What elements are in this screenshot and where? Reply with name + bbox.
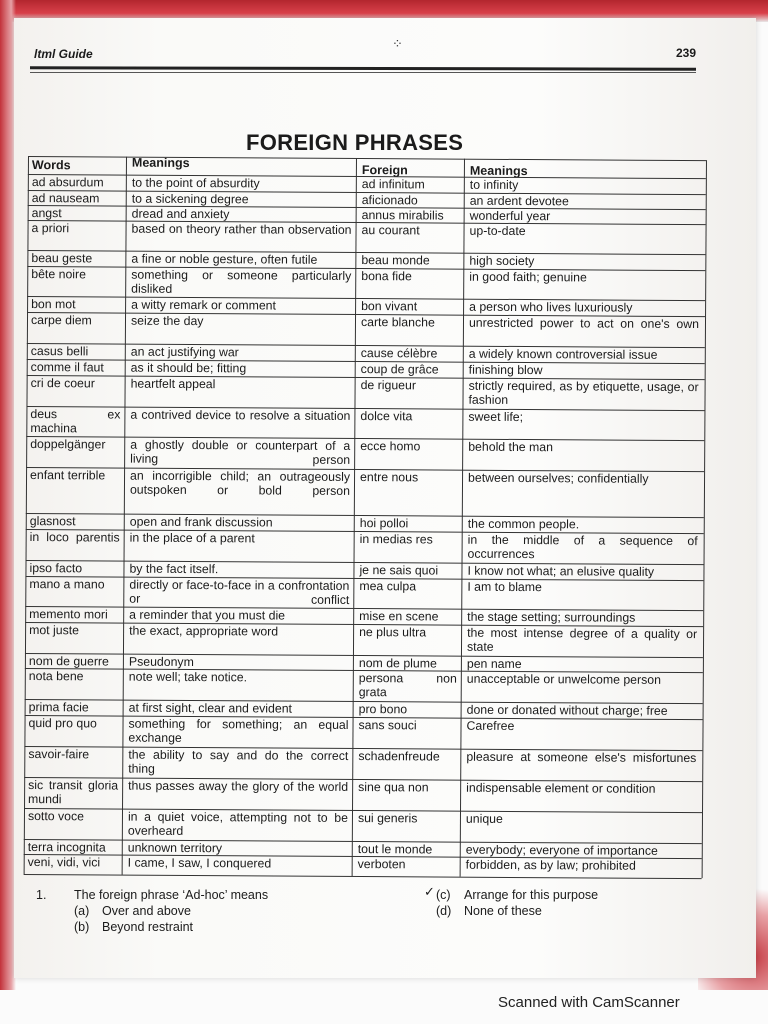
table-cell-meaning: unknown territory [127, 840, 223, 856]
table-cell-word: a priori [31, 221, 70, 236]
table-cell-foreign: dolce vita [360, 409, 413, 424]
table-cell-foreign-meaning: the most intense degree of a quality or state [466, 625, 698, 654]
table-cell-foreign-meaning: to infinity [469, 177, 519, 192]
column-divider [122, 157, 127, 875]
option-c-text: Arrange for this purpose [464, 888, 599, 902]
option-d-label: (d) [436, 904, 452, 918]
table-cell-word: quid pro quo [28, 716, 97, 731]
table-cell-foreign-meaning: indispensable element or condition [466, 780, 656, 796]
option-c-label: (c) [436, 888, 451, 902]
table-cell-meaning: an act justifying war [130, 344, 239, 360]
table-cell-foreign: ne plus ultra [359, 625, 427, 640]
table-cell-meaning: something for something; an equal exchange [128, 716, 349, 745]
table-cell-foreign-meaning: Carefree [466, 718, 515, 733]
table-cell-word: angst [31, 206, 62, 221]
table-cell-foreign: bona fide [361, 269, 412, 284]
table-cell-foreign-meaning: done or donated without charge; free [466, 702, 668, 718]
table-cell-foreign: nom de plume [358, 656, 437, 671]
table-cell-meaning: Pseudonym [128, 654, 194, 670]
table-cell-foreign-meaning: unrestricted power to act on one's own [468, 315, 700, 332]
table-cell-foreign: de rigueur [360, 378, 417, 393]
table-cell-foreign: sans souci [358, 718, 417, 733]
page-title: FOREIGN PHRASES [246, 130, 464, 155]
table-cell-meaning: note well; take notice. [128, 669, 248, 685]
table-cell-foreign-meaning: in good faith; genuine [469, 269, 587, 285]
table-cell-foreign-meaning: up-to-date [469, 223, 526, 239]
table-cell-foreign-meaning: the common people. [467, 516, 580, 532]
table-cell-foreign-meaning: high society [469, 253, 535, 269]
table-cell-word: cri de coeur [30, 376, 95, 391]
table-cell-foreign-meaning: behold the man [468, 439, 554, 455]
table-cell-meaning: in a quiet voice, attempting not to be overheard [127, 809, 349, 838]
table-cell-meaning: something or someone particularly disliked [131, 267, 352, 296]
table-cell-word: carpe diem [30, 313, 92, 328]
table-cell-foreign: tout le monde [357, 842, 433, 857]
table-cell-meaning: a fine or noble gesture, often futile [131, 251, 318, 267]
table-cell-foreign-meaning: wonderful year [469, 208, 551, 224]
table-cell-word: bête noire [31, 267, 87, 282]
table-cell-foreign: je ne sais quoi [359, 563, 439, 578]
table-cell-word: ipso facto [29, 561, 83, 576]
table-cell-meaning: an incorrigible child; an outrageously outspoken or bold person [129, 468, 351, 498]
table-cell-foreign: au courant [361, 223, 420, 238]
running-header: ltml Guide [34, 47, 93, 61]
table-cell-foreign: schadenfreude [358, 749, 440, 764]
table-cell-word: bon mot [31, 297, 76, 312]
page-number: 239 [676, 46, 697, 60]
table-cell-foreign: verboten [357, 857, 406, 872]
table-cell-foreign-meaning: unique [465, 811, 503, 826]
option-b-label: (b) [74, 920, 90, 934]
option-a-label: (a) [74, 904, 90, 918]
answer-tick-mark: ✓ [424, 884, 435, 899]
table-cell-meaning: a ghostly double or counterpart of a living person [130, 437, 351, 467]
table-cell-foreign: in medias res [359, 532, 433, 547]
table-cell-meaning: by the fact itself. [129, 561, 219, 577]
table-cell-word: savoir-faire [28, 747, 90, 762]
table-cell-meaning: dread and anxiety [131, 206, 230, 222]
table-cell-foreign: mise en scene [359, 609, 439, 624]
table-cell-foreign: ad infinitum [361, 177, 425, 192]
table-cell-foreign: bon vivant [361, 299, 418, 314]
column-header-foreign: Foreign [361, 163, 408, 178]
table-cell-word: nom de guerre [28, 654, 109, 669]
table-cell-meaning: directly or face-to-face in a confrontation or conflict [129, 577, 350, 607]
table-cell-word: memento mori [29, 607, 108, 622]
table-cell-meaning: as it should be; fitting [130, 360, 247, 376]
table-cell-foreign-meaning: everybody; everyone of importance [465, 842, 658, 858]
table-cell-foreign: mea culpa [359, 579, 417, 594]
table-cell-foreign: persona non grata [358, 671, 457, 700]
table-cell-word: terra incognita [27, 840, 106, 855]
table-cell-foreign-meaning: forbidden, as by law; prohibited [465, 857, 636, 873]
table-cell-meaning: a witty remark or comment [131, 297, 277, 313]
table-cell-foreign: annus mirabilis [361, 208, 444, 223]
table-cell-foreign-meaning: I know not what; an elusive quality [467, 563, 655, 579]
table-cell-foreign: sui generis [357, 811, 418, 826]
table-cell-word: beau geste [31, 251, 93, 266]
table-cell-word: mano a mano [29, 577, 105, 592]
table-cell-foreign: ecce homo [360, 439, 421, 454]
table-cell-meaning: I came, I saw, I conquered [127, 855, 272, 871]
table-cell-meaning: to the point of absurdity [131, 175, 260, 191]
table-cell-foreign: cause célèbre [360, 346, 438, 361]
phrases-table [24, 156, 706, 878]
column-header-meanings: Meanings [131, 155, 190, 170]
table-cell-word: sotto voce [27, 809, 85, 824]
table-cell-foreign: entre nous [360, 470, 419, 485]
table-cell-word: nota bene [28, 669, 84, 684]
table-cell-meaning: in the place of a parent [129, 530, 255, 546]
table-cell-word: deus ex machina [30, 407, 121, 436]
header-rule-thin [30, 72, 696, 73]
table-cell-meaning: the ability to say and do the correct thing [128, 747, 349, 776]
table-cell-meaning: a contrived device to resolve a situation [130, 407, 351, 423]
table-cell-word: veni, vidi, vici [27, 855, 101, 870]
table-cell-word: mot juste [29, 623, 80, 638]
table-cell-meaning: seize the day [130, 313, 204, 329]
table-cell-word: ad nauseam [31, 191, 100, 206]
question-text: The foreign phrase ‘Ad-hoc’ means [74, 888, 269, 902]
table-cell-foreign: carte blanche [360, 315, 435, 330]
table-cell-word: in loco parentis [29, 530, 120, 545]
option-a-text: Over and above [102, 904, 191, 918]
table-cell-foreign: aficionado [361, 193, 418, 208]
table-cell-foreign: beau monde [361, 253, 430, 268]
table-cell-foreign: hoi polloi [359, 516, 409, 531]
table-cell-foreign-meaning: I am to blame [467, 579, 542, 595]
table-cell-foreign-meaning: an ardent devotee [469, 193, 569, 209]
table-cell-foreign: coup de grâce [360, 362, 439, 377]
column-header-words: Words [31, 158, 71, 173]
table-cell-meaning: to a sickening degree [131, 191, 249, 207]
table-cell-word: comme il faut [30, 360, 104, 375]
table-cell-meaning: a reminder that you must die [129, 607, 286, 623]
column-divider [352, 158, 357, 876]
table-cell-foreign-meaning: the stage setting; surroundings [467, 609, 636, 625]
table-cell-meaning: based on theory rather than observation [131, 221, 352, 237]
table-cell-meaning: open and frank discussion [129, 514, 273, 530]
ornament-mark: ⁘ [392, 36, 403, 51]
table-cell-word: prima facie [28, 700, 89, 715]
table-cell-word: glasnost [29, 514, 76, 529]
table-cell-foreign-meaning: pleasure at someone else's misfortunes [466, 749, 697, 766]
table-cell-foreign-meaning: unacceptable or unwelcome person [466, 671, 661, 687]
table-cell-foreign-meaning: a widely known controversial issue [468, 346, 658, 362]
table-cell-word: casus belli [30, 344, 89, 359]
table-cell-foreign: sine qua non [358, 780, 429, 795]
option-d-text: None of these [464, 904, 542, 918]
table-cell-word: sic transit gloria mundi [28, 778, 119, 807]
option-b-text: Beyond restraint [102, 920, 194, 934]
table-cell-word: enfant terrible [30, 468, 106, 483]
table-cell-foreign-meaning: sweet life; [468, 409, 524, 425]
table-cell-foreign-meaning: pen name [466, 656, 522, 672]
table-cell-meaning: thus passes away the glory of the world [128, 778, 349, 794]
column-divider [460, 159, 465, 877]
table-cell-meaning: the exact, appropriate word [129, 623, 279, 639]
table-cell-meaning: heartfelt appeal [130, 376, 216, 392]
table-cell-word: doppelgänger [30, 437, 106, 452]
table-cell-foreign: pro bono [358, 702, 408, 717]
question-number: 1. [36, 888, 47, 902]
table-cell-foreign-meaning: a person who lives luxuriously [469, 299, 633, 315]
table-cell-foreign-meaning: strictly required, as by etiquette, usage, or fashion [468, 378, 699, 407]
table-cell-word: ad absurdum [31, 175, 104, 190]
table-cell-foreign-meaning: in the middle of a sequence of occurrences [467, 532, 698, 562]
table-cell-foreign-meaning: finishing blow [468, 362, 543, 378]
table-cell-meaning: at first sight, clear and evident [128, 700, 293, 716]
scanner-watermark: Scanned with CamScanner [498, 994, 680, 1011]
table-cell-foreign-meaning: between ourselves; confidentially [468, 470, 649, 486]
column-header-meanings-2: Meanings [469, 163, 528, 179]
